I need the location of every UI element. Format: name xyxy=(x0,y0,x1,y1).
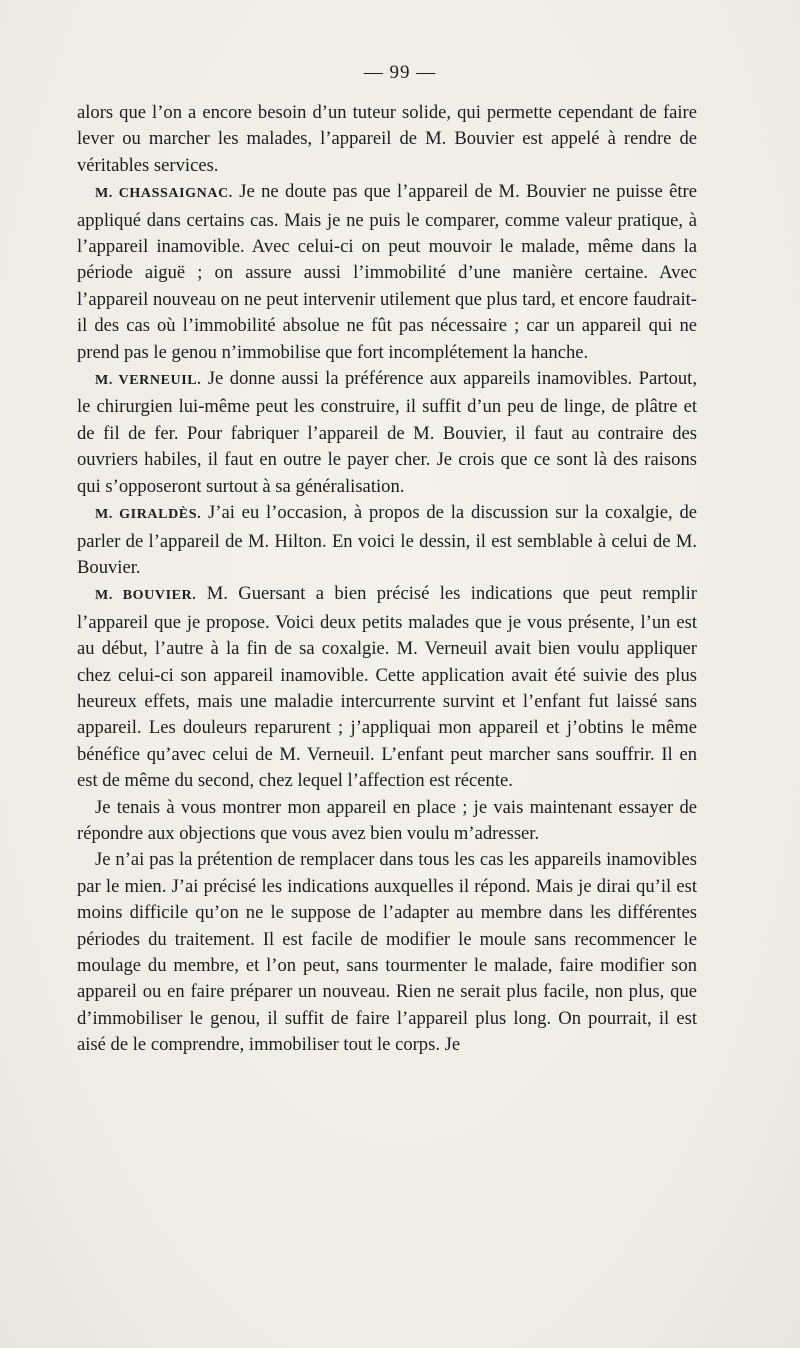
body-text xyxy=(77,100,697,1059)
page-number: — 99 — xyxy=(363,62,437,83)
paragraph-text: Je n’ai pas la prétention de remplacer dans tous les cas les appareils inamovibles par le mien. J’ai précisé les indications auxquelles il répond. Mais je dirai qu’il est moins difficile qu’on ne le suppose de l’adapter au membre dans les différentes périodes du traitement. Il est facile de modifier le moule sans recommencer le moulage du membre, et l’on peut, sans tourmenter le malade, faire modifier son appareil ou en faire préparer un nouveau. Rien ne serait plus facile, non plus, que d’immobiliser le genou, il suffit de faire l’appareil plus long. On pourrait, il est aisé de le comprendre, immobiliser tout le corps. Je xyxy=(77,849,697,1056)
speaker-name: M. BOUVIER. xyxy=(95,588,197,604)
speaker-name: M. VERNEUIL. xyxy=(95,373,202,389)
paragraph xyxy=(77,847,697,1058)
paragraph-text: Je donne aussi la préférence aux appareils inamovibles. Partout, le chirurgien lui-même peut les construire, il suffit d’un peu de linge, de plâtre et de fil de fer. Pour fabriquer l’appareil de M. Bouvier, il faut au contraire des ouvriers habiles, il faut en outre le payer cher. Je crois que ce sont là des raisons qui s’opposeront surtout à sa généralisation. xyxy=(77,368,697,497)
paragraph xyxy=(77,366,697,500)
paragraph xyxy=(77,179,697,366)
paragraph xyxy=(77,581,697,794)
paragraph-text: J’ai eu l’occasion, à propos de la discussion sur la coxalgie, de parler de l’appareil de M. Hilton. En voici le dessin, il est semblable à celui de M. Bouvier. xyxy=(77,502,698,578)
paragraph xyxy=(77,500,697,581)
paragraph-text: M. Guersant a bien précisé les indications que peut remplir l’appareil que je propose. Voici deux petits malades que je vous présente, l’un est au début, l’autre à la fin de sa coxalgie. M. Verneuil avait bien voulu appliquer chez celui-ci son appareil inamovible. Cette application avait été suivie des plus heureux effets, mais une maladie intercurrente survint et l’enfant fut laissé sans appareil. Les douleurs reparurent ; j’appliquai mon appareil et j’obtins le même bénéfice qu’avec celui de M. Verneuil. L’enfant peut marcher sans souffrir. Il en est de même du second, chez lequel l’affection est récente. xyxy=(77,583,697,792)
paragraph-text: Je ne doute pas que l’appareil de M. Bouvier ne puisse être appliqué dans certains cas. Mais je ne puis le comparer, comme valeur pratique, à l’appareil inamovible. Avec celui-ci on peut mouvoir le malade, même dans la période aiguë ; on assure aussi l’immobilité d’une manière certaine. Avec l’appareil nouveau on ne peut intervenir utilement que plus tard, et encore faudrait-il des cas où l’immobilité absolue ne fût pas nécessaire ; car un appareil qui ne prend pas le genou n’immobilise que fort incomplétement la hanche. xyxy=(77,181,697,363)
paragraph-text: alors que l’on a encore besoin d’un tuteur solide, qui permette cependant de faire lever ou marcher les malades, l’appareil de M. Bouvier est appelé à rendre de véritables services. xyxy=(77,102,697,176)
paragraph-text: Je tenais à vous montrer mon appareil en place ; je vais maintenant essayer de répondre aux objections que vous avez bien voulu m’adresser. xyxy=(77,796,697,844)
speaker-name: M. GIRALDÈS. xyxy=(95,507,202,523)
paragraph xyxy=(77,795,697,848)
paragraph xyxy=(77,100,697,179)
speaker-name: M. CHASSAIGNAC. xyxy=(95,186,233,202)
